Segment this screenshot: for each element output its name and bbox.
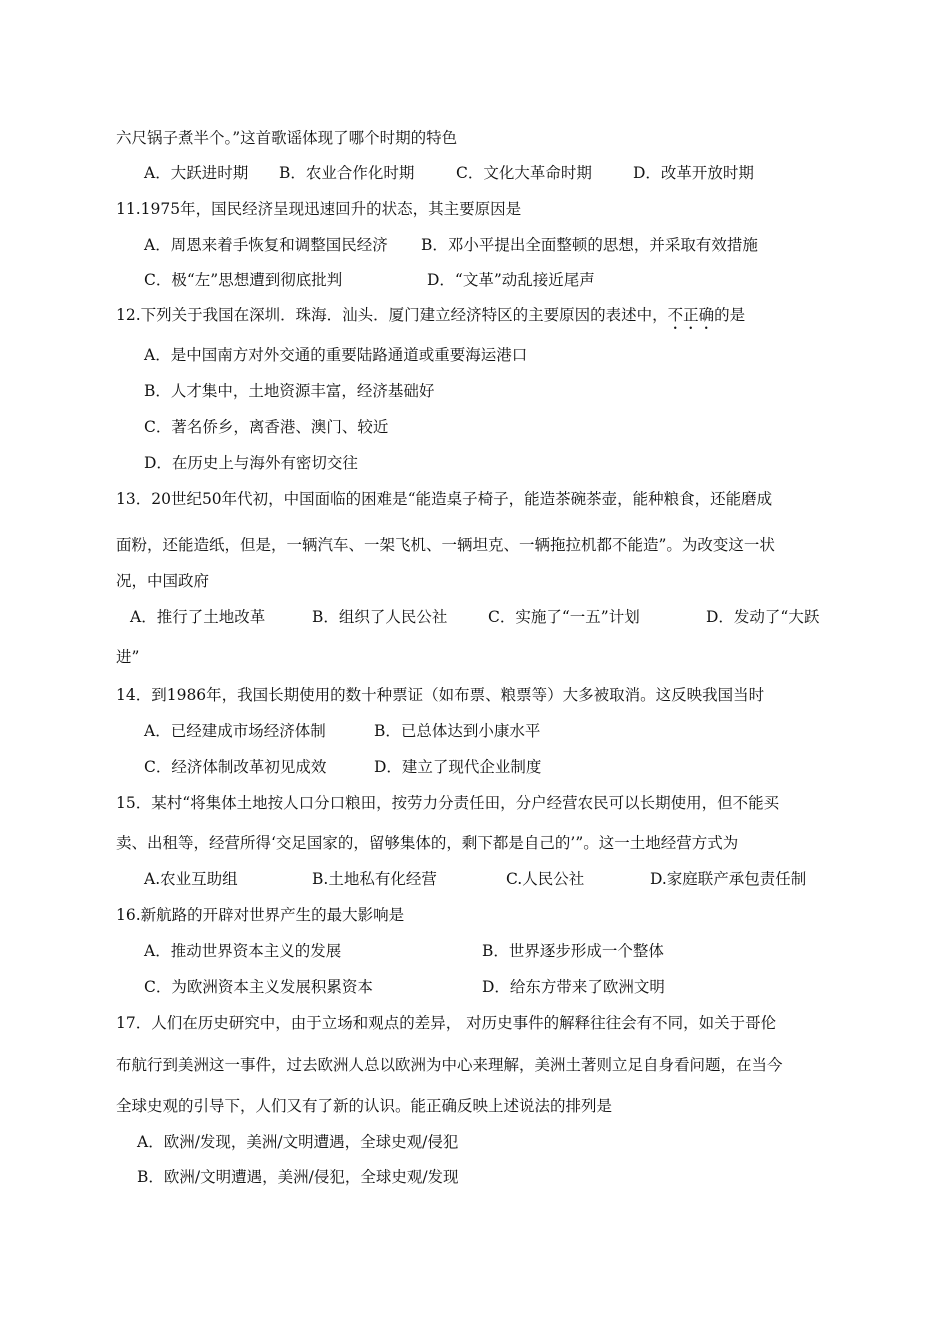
q14-option-a: A．已经建成市场经济体制	[144, 722, 326, 740]
q16-option-d: D．给东方带来了欧洲文明	[482, 978, 665, 996]
q10-option-b: B．农业合作化时期	[279, 164, 415, 182]
q16-option-a: A．推动世界资本主义的发展	[144, 942, 342, 960]
q11-option-b: B．邓小平提出全面整顿的思想，并采取有效措施	[421, 236, 758, 254]
q14-option-c: C．经济体制改革初见成效	[144, 758, 327, 776]
q13-stem-3: 况，中国政府	[116, 572, 210, 590]
q17-option-a: A．欧洲/发现，美洲/文明遭遇，全球史观/侵犯	[137, 1133, 459, 1151]
q11-option-d: D．“文革”动乱接近尾声	[427, 271, 595, 289]
q12-stem-end: 的是	[714, 306, 746, 324]
q14-option-b: B．已总体达到小康水平	[374, 722, 541, 740]
q15-option-d: D.家庭联产承包责任制	[650, 870, 807, 888]
q10-option-d: D．改革开放时期	[633, 164, 754, 182]
q16-option-b: B．世界逐步形成一个整体	[482, 942, 664, 960]
q12-option-d: D．在历史上与海外有密切交往	[144, 454, 358, 472]
q13-option-d: D．发动了“大跃	[706, 608, 820, 626]
q11-stem: 11.1975年，国民经济呈现迅速回升的状态，其主要原因是	[116, 200, 522, 218]
q15-stem-1: 15．某村“将集体土地按人口分口粮田，按劳力分责任田，分户经营农民可以长期使用，但不能买	[116, 794, 780, 812]
q14-option-d: D．建立了现代企业制度	[374, 758, 542, 776]
q17-option-b: B．欧洲/文明遭遇，美洲/侵犯，全球史观/发现	[137, 1168, 459, 1186]
q13-option-d-cont: 进”	[116, 648, 140, 666]
q13-option-c: C．实施了“一五”计划	[488, 608, 640, 626]
q15-option-c: C.人民公社	[506, 870, 585, 888]
q13-option-b: B．组织了人民公社	[312, 608, 448, 626]
q15-stem-2: 卖、出租等，经营所得‘交足国家的，留够集体的，剩下都是自己的’”。这一土地经营方式为	[116, 834, 739, 852]
q12-emphasis: 不正确	[667, 306, 715, 324]
q16-option-c: C．为欧洲资本主义发展积累资本	[144, 978, 373, 996]
q11-option-c: C．极“左”思想遭到彻底批判	[144, 271, 343, 289]
q12-stem	[116, 305, 745, 333]
q10-option-a: A．大跃进时期	[144, 164, 249, 182]
q11-option-a: A．周恩来着手恢复和调整国民经济	[144, 236, 388, 254]
q17-stem-1: 17．人们在历史研究中，由于立场和观点的差异， 对历史事件的解释往往会有不同，如关于哥伦	[116, 1014, 777, 1032]
q17-stem-2: 布航行到美洲这一事件，过去欧洲人总以欧洲为中心来理解，美洲土著则立足自身看问题，在当今	[116, 1056, 783, 1074]
q10-stem-end: 六尺锅子煮半个。”这首歌谣体现了哪个时期的特色	[116, 129, 458, 147]
q14-stem: 14．到1986年，我国长期使用的数十种票证（如布票、粮票等）大多被取消。这反映我国当时	[116, 686, 765, 704]
q17-stem-3: 全球史观的引导下，人们又有了新的认识。能正确反映上述说法的排列是	[116, 1097, 613, 1115]
q15-option-b: B.土地私有化经营	[312, 870, 437, 888]
q12-stem-text: 12.下列关于我国在深圳．珠海．汕头．厦门建立经济特区的主要原因的表述中，	[116, 306, 668, 324]
q16-stem: 16.新航路的开辟对世界产生的最大影响是	[116, 906, 405, 924]
q15-option-a: A.农业互助组	[144, 870, 238, 888]
q12-option-c: C．著名侨乡，离香港、澳门、较近	[144, 418, 389, 436]
q13-stem-2: 面粉，还能造纸，但是，一辆汽车、一架飞机、一辆坦克、一辆拖拉机都不能造”。为改变这一状	[116, 536, 775, 554]
q10-option-c: C．文化大革命时期	[456, 164, 592, 182]
q13-stem-1: 13．20世纪50年代初，中国面临的困难是“能造桌子椅子，能造茶碗茶壶，能种粮食，还能磨成	[116, 490, 773, 508]
q12-option-a: A．是中国南方对外交通的重要陆路通道或重要海运港口	[144, 346, 528, 364]
q12-option-b: B．人才集中，土地资源丰富，经济基础好	[144, 382, 435, 400]
q13-option-a: A．推行了土地改革	[130, 608, 266, 626]
